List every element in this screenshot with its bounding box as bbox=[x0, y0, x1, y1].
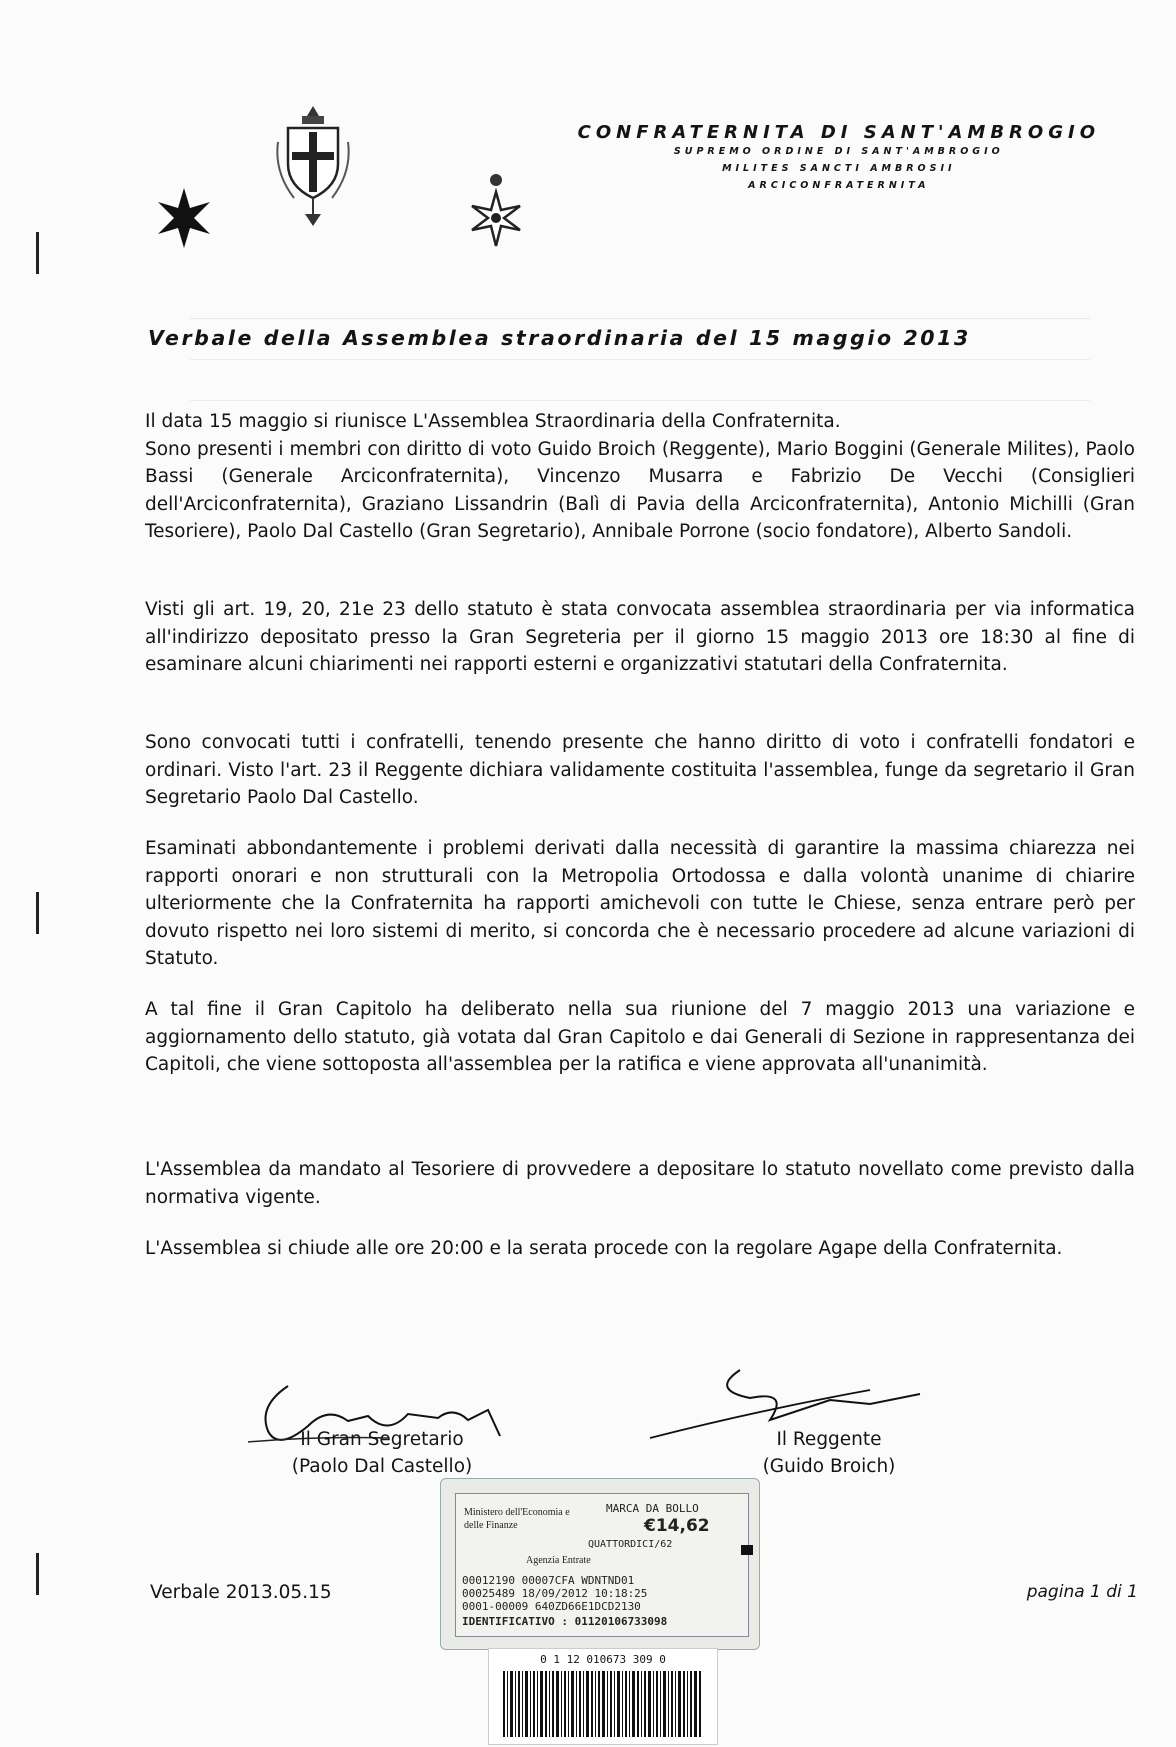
stamp-issuer: Ministero dell'Economia e delle Finanze bbox=[464, 1507, 570, 1531]
organization-header bbox=[578, 122, 1100, 194]
stamp-agency: Agenzia Entrate bbox=[526, 1555, 591, 1566]
maltese-cross-emblem bbox=[154, 186, 214, 250]
stamp-code-line: 00012190 00007CFA WDNTND01 bbox=[462, 1574, 635, 1587]
footer-document-id: Verbale 2013.05.15 bbox=[150, 1582, 332, 1603]
stamp-amount-words: QUATTORDICI/62 bbox=[588, 1539, 673, 1550]
stamp-code-line: 00025489 18/09/2012 10:18:25 bbox=[462, 1587, 648, 1600]
paragraph-resolution: A tal fine il Gran Capitolo ha deliberato nella sua riunione del 7 maggio 2013 una variazione e aggiornamento dello statuto, già votata dal Gran Capitolo e dai Generali di Sezione in rappresentanza dei Capitoli, che viene sottoposta all'assemblea per la ratifica e viene approvata all'unanimità. bbox=[145, 999, 1135, 1075]
regent-signature-block bbox=[726, 1426, 932, 1480]
stamp-black-mark bbox=[741, 1545, 753, 1555]
barcode-bars bbox=[503, 1671, 703, 1737]
secretary-name: (Paolo Dal Castello) bbox=[291, 1456, 473, 1477]
stamp-code-line: 0001-00009 640ZD66E1DCD2130 bbox=[462, 1600, 641, 1613]
paragraph-text: Il data 15 maggio si riunisce L'Assemblea Straordinaria della Confraternita. Sono presenti i membri con diritto di voto Guido Broich (Reggente), Mario Boggini (Generale Milites), Paolo Bassi (Generale Arciconfraternita), Vincenzo Musarra e Fabrizio De Vecchi (Consiglieri dell'Arciconfraternita), Graziano Lissandrin (Balì di Pavia della Arciconfraternita), Antonio Michilli (Gran Tesoriere), Paolo Dal Castello (Gran Segretario), Annibale Porrone (socio fondatore), Alberto Sandoli. bbox=[145, 411, 1135, 542]
footer-page-number: pagina 1 di 1 bbox=[1026, 1582, 1138, 1602]
stamp-barcode bbox=[488, 1648, 718, 1745]
organization-subtitle: ARCICONFRATERNITA bbox=[748, 180, 930, 191]
regent-role: Il Reggente bbox=[776, 1429, 882, 1450]
barcode-number: 0 1 12 010673 309 0 bbox=[540, 1653, 666, 1666]
paragraph-attendees bbox=[145, 408, 1135, 546]
stamp-inner-frame bbox=[455, 1493, 749, 1637]
secretary-signature-block bbox=[262, 1426, 502, 1480]
organization-title: CONFRATERNITA DI SANT'AMBROGIO bbox=[577, 122, 1100, 143]
binder-mark bbox=[36, 232, 39, 274]
organization-subtitle: MILITES SANCTI AMBROSII bbox=[722, 163, 956, 174]
stamp-amount: €14,62 bbox=[644, 1516, 710, 1536]
revenue-stamp bbox=[440, 1478, 760, 1650]
paragraph-convocation: Visti gli art. 19, 20, 21e 23 dello statuto è stata convocata assemblea straordinaria per via informatica all'indirizzo depositato presso la Gran Segreteria per il giorno 15 maggio 2013 ore 18:30 al fine di esaminare alcuni chiarimenti nei rapporti esterni e organizzativi statutari della Confraternita. bbox=[145, 599, 1135, 675]
document-title: Verbale della Assemblea straordinaria del 15 maggio 2013 bbox=[148, 326, 971, 350]
regent-name: (Guido Broich) bbox=[762, 1456, 896, 1477]
secretary-role: Il Gran Segretario bbox=[300, 1429, 464, 1450]
organization-subtitle: SUPREMO ORDINE DI SANT'AMBROGIO bbox=[673, 146, 1004, 157]
order-cross-emblem bbox=[468, 172, 524, 248]
stamp-identificativo: IDENTIFICATIVO : 01120106733098 bbox=[462, 1615, 668, 1628]
paragraph-mandate: L'Assemblea da mandato al Tesoriere di provvedere a depositare lo statuto novellato come previsto dalla normativa vigente. bbox=[145, 1159, 1135, 1208]
binder-mark bbox=[36, 1553, 39, 1595]
binder-mark bbox=[36, 892, 39, 934]
coat-of-arms-emblem bbox=[274, 102, 352, 228]
stamp-label: MARCA DA BOLLO bbox=[606, 1502, 699, 1515]
paragraph-closing: L'Assemblea si chiude alle ore 20:00 e la serata procede con la regolare Agape della Confraternita. bbox=[145, 1238, 1063, 1259]
paragraph-quorum: Sono convocati tutti i confratelli, tenendo presente che hanno diritto di voto i confratelli fondatori e ordinari. Visto l'art. 23 il Reggente dichiara validamente costituita l'assemblea, funge da segretario il Gran Segretario Paolo Dal Castello. bbox=[145, 732, 1135, 808]
paragraph-discussion: Esaminati abbondantemente i problemi derivati dalla necessità di garantire la massima chiarezza nei rapporti onorari e non strutturali con la Metropolia Ortodossa e dalla volontà unanime di chiarire ulteriormente che la Confraternita ha rapporti amichevoli con tutte le Chiese, senza entrare però per dovuto rispetto nei loro sistemi di merito, si concorda che è necessario procedere ad alcune variazioni di Statuto. bbox=[145, 838, 1135, 969]
